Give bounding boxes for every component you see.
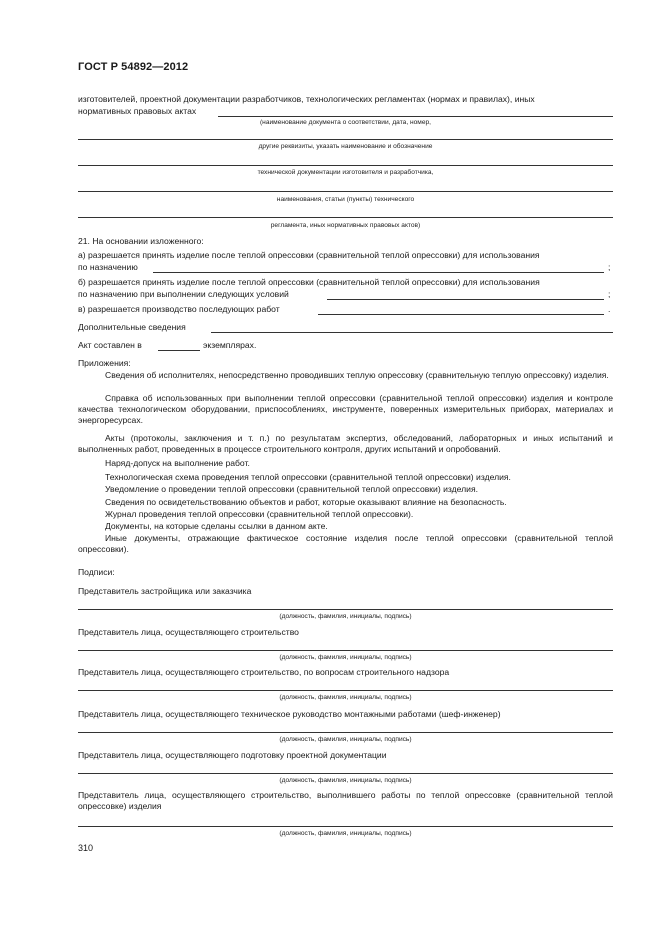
- text-line: б) разрешается принять изделие после теплой опрессовки (сравнительной теплой опрессовки) для использования: [78, 277, 540, 287]
- signature-caption: (должность, фамилия, инициалы, подпись): [279, 830, 412, 837]
- signature-line: [78, 826, 613, 827]
- appendix-item-text: Уведомление о проведении теплой опрессовки (сравнительной теплой опрессовки) изделия.: [105, 484, 479, 494]
- signature-line: [78, 690, 613, 691]
- act-suffix: экземплярах.: [203, 340, 257, 350]
- field-caption: другие реквизиты, указать наименование и обозначение: [258, 143, 433, 150]
- signature-caption: (должность, фамилия, инициалы, подпись): [279, 613, 412, 620]
- fill-line: [78, 139, 613, 140]
- fill-line: [318, 314, 604, 315]
- signatory-label: Представитель лица, осуществляющего строительство: [78, 627, 299, 637]
- signatory-label: Представитель лица, осуществляющего подготовку проектной документации: [78, 750, 387, 760]
- section-heading: 21. На основании изложенного:: [78, 236, 204, 246]
- field-caption: (наименование документа о соответствии, дата, номер,: [259, 119, 431, 126]
- fill-line: [218, 116, 613, 117]
- fill-line: [211, 332, 613, 333]
- appendix-item-text: Технологическая схема проведения теплой опрессовки (сравнительной теплой опрессовки) изделия.: [105, 472, 511, 482]
- appendix-item-text: Сведения по освидетельствованию объектов и работ, которые оказывают влияние на безопасность.: [105, 497, 507, 507]
- signature-line: [78, 773, 613, 774]
- appendix-item-text: Документы, на которые сделаны ссылки в данном акте.: [105, 521, 328, 531]
- fill-line: [78, 165, 613, 166]
- appendix-item-text: Журнал проведения теплой опрессовки (сравнительной теплой опрессовки).: [105, 509, 414, 519]
- fill-line: [78, 217, 613, 218]
- field-caption: наименования, статьи (пункты) технического: [276, 196, 415, 203]
- field-caption: технической документации изготовителя и разработчика,: [257, 169, 434, 176]
- punctuation: ;: [608, 262, 611, 272]
- text-line: изготовителей, проектной документации разработчиков, технологических регламентах (нормах и правилах), иных: [78, 94, 535, 104]
- appendix-item: [78, 393, 613, 427]
- text-line: по назначению: [78, 262, 138, 272]
- extra-label: Дополнительные сведения: [78, 322, 186, 332]
- text-line: в) разрешается производство последующих работ: [78, 304, 280, 314]
- appendix-item-text: Наряд-допуск на выполнение работ.: [105, 458, 250, 468]
- signature-caption: (должность, фамилия, инициалы, подпись): [279, 777, 412, 784]
- text-line: по назначению при выполнении следующих условий: [78, 289, 289, 299]
- appendix-item-text: Справка об использованных при выполнении теплой опрессовки (сравнительной теплой опрессовки) изделия и контроле качества технологическом оборудовании, приспособлениях, инструменте, поверенных измерительных приборах, материалах и энергоресурсах.: [78, 393, 613, 426]
- fill-line: [153, 272, 604, 273]
- signatory-label: Представитель застройщика или заказчика: [78, 586, 252, 596]
- punctuation: ;: [608, 289, 611, 299]
- signature-caption: (должность, фамилия, инициалы, подпись): [279, 654, 412, 661]
- punctuation: .: [608, 304, 611, 314]
- appendix-item: [78, 433, 613, 455]
- page-number: 310: [78, 843, 94, 853]
- fill-line: [78, 191, 613, 192]
- act-prefix: Акт составлен в: [78, 340, 142, 350]
- signature-line: [78, 609, 613, 610]
- signatory-label: Представитель лица, осуществляющего строительство, по вопросам строительного надзора: [78, 667, 450, 677]
- text-line: нормативных правовых актах: [78, 106, 197, 116]
- signatory-label: Представитель лица, осуществляющего строительство, выполнившего работы по теплой опрессовке (сравнительной теплой опрессовке) изделия: [78, 790, 613, 812]
- appendix-item-text: Иные документы, отражающие фактическое состояние изделия после теплой опрессовки (сравнительной теплой опрессовки).: [78, 533, 613, 555]
- appendix-item: [78, 533, 613, 555]
- signature-line: [78, 650, 613, 651]
- document-header: ГОСТ Р 54892—2012: [78, 61, 189, 73]
- appendix-item: [78, 370, 613, 381]
- signature-caption: (должность, фамилия, инициалы, подпись): [279, 694, 412, 701]
- text-line: а) разрешается принять изделие после теплой опрессовки (сравнительной теплой опрессовки) для использования: [78, 250, 540, 260]
- appendix-item-text: Акты (протоколы, заключения и т. п.) по результатам экспертиз, обследований, лабораторных и иных испытаний и выполненных работ, проведенных в процессе строительного контроля, других испытаний и опробований.: [78, 433, 613, 455]
- field-caption: регламента, иных нормативных правовых актов): [270, 222, 421, 229]
- appendix-heading: Приложения:: [78, 358, 131, 368]
- fill-line: [327, 299, 604, 300]
- appendix-item-text: Сведения об исполнителях, непосредственно проводивших теплую опрессовку (сравнительную теплую опрессовку) изделия.: [105, 370, 609, 380]
- signatures-heading: Подписи:: [78, 567, 115, 577]
- signatory-label: Представитель лица, осуществляющего техническое руководство монтажными работами (шеф-инженер): [78, 709, 501, 719]
- signature-caption: (должность, фамилия, инициалы, подпись): [279, 736, 412, 743]
- signature-line: [78, 732, 613, 733]
- fill-line: [158, 350, 200, 351]
